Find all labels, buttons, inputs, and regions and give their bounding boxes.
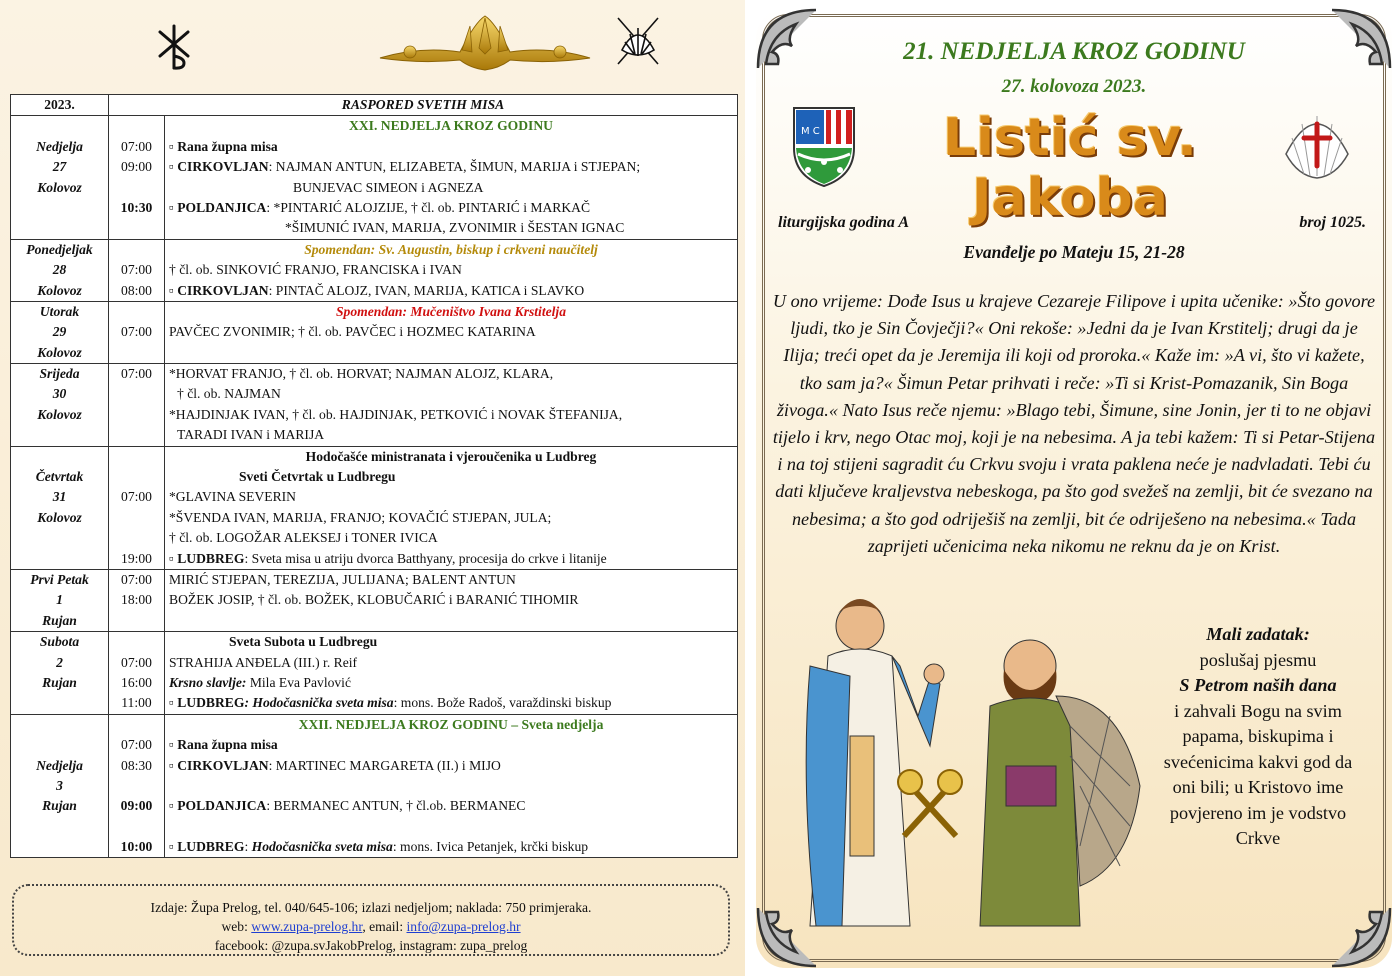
day-month: Rujan [42,612,77,628]
bullet: ▫ [169,282,178,298]
day-number: 30 [52,386,67,402]
mass-time: 08:00 [121,282,152,298]
location-name: LUDBREG [177,695,245,711]
table-row [11,301,738,363]
year-header: 2023. [11,95,109,116]
intention-text: † čl. ob. NAJMAN [177,386,281,402]
mass-time: 07:00 [121,489,152,505]
mass-schedule-table [10,94,738,858]
day-number: 28 [52,262,67,278]
day-cell [11,364,109,447]
intentions-cell [165,301,738,363]
mass-time: 10:00 [120,839,153,855]
day-name: Srijeda [39,366,80,382]
bullet: ▫ [169,138,178,154]
table-row [11,714,738,858]
crest-letters: M C [801,126,820,137]
intentions-cell [165,446,738,569]
parish-crest-icon [790,104,858,188]
bullet: ▫ [169,737,178,753]
times-cell [109,301,165,363]
intention-text: : mons. Bože Radoš, varaždinski biskup [393,695,612,711]
times-cell [109,364,165,447]
times-cell [109,570,165,632]
sunday-title: 21. NEDJELJA KROZ GODINU [903,38,1245,65]
mass-time: 09:00 [121,159,152,175]
day-cell [11,632,109,715]
mass-label: Rana župna misa [177,737,278,753]
bullet: ▫ [169,798,178,814]
schedule-header: RASPORED SVETIH MISA [109,95,738,116]
day-month: Kolovoz [37,509,82,525]
day-name: Subota [39,634,80,650]
intention-text: : Sveta misa u atriju dvorca Batthyany, procesija do crkve i litanije [244,550,607,566]
feast-title: XXI. NEDJELJA KROZ GODINU [349,118,553,134]
intention-text: *GLAVINA SEVERIN [169,489,297,505]
location-name: LUDBREG [177,839,245,855]
day-number: 1 [56,592,63,608]
intentions-cell [165,714,738,858]
intention-text: : [244,839,252,855]
publisher-footer [12,884,730,956]
social-line: facebook: @zupa.svJakobPrelog, instagram: zupa_prelog [214,938,528,953]
location-name: CIRKOVLJAN [177,757,269,773]
location-name: POLDANJICA [177,199,267,215]
table-row [11,446,738,569]
intention-text: : NAJMAN ANTUN, ELIZABETA, ŠIMUN, MARIJA i STJEPAN; [268,159,641,175]
bullet: ▫ [169,839,178,855]
table-row [11,632,738,715]
intentions-cell [165,239,738,301]
table-header-row [11,95,738,116]
intentions-cell [165,364,738,447]
intention-text: TARADI IVAN i MARIJA [177,427,325,443]
bullet: ▫ [169,550,178,566]
small-task-box [1160,622,1356,852]
issue-date: 27. kolovoza 2023. [1001,76,1147,97]
task-line: poslušaj pjesmu [1199,649,1317,670]
event-title: Hodočašće ministranata i vjeroučenika u Ludbreg [305,448,597,464]
intention-text: *ŠIMUNIĆ IVAN, MARIJA, ZVONIMIR i ŠESTAN IGNAC [285,220,625,236]
mass-time: 07:00 [121,572,152,587]
bullet: ▫ [169,757,178,773]
intention-text: : mons. Ivica Petanjek, krčki biskup [392,839,589,855]
task-text: i zahvali Bogu na svim papama, biskupima i svećenicima kakvi god da oni bili; u Kristovo ime povjereno im je vodstvo Crkve [1163,700,1353,848]
mass-time: 16:00 [121,674,152,690]
mass-time: 07:00 [121,324,152,340]
email-label: , email: [362,919,407,934]
day-cell [11,446,109,569]
scallop-shell-swords-icon [612,14,664,70]
day-month: Kolovoz [37,179,82,195]
mass-time: 07:00 [121,654,152,670]
feast-title: Spomendan: Sv. Augustin, biskup i crkveni naučitelj [304,241,598,257]
contact-line [14,917,728,936]
intention-text: *HAJDINJAK IVAN, † čl. ob. HAJDINJAK, PETKOVIĆ i NOVAK ŠTEFANIJA, [169,406,623,422]
keys-icon [898,770,962,836]
scallop-shell-cross-icon [1278,104,1356,184]
intention-text: : BERMANEC ANTUN, † čl.ob. BERMANEC [266,798,526,814]
event-title: Sveta Subota u Ludbregu [229,634,378,650]
table-row [11,239,738,301]
mass-time: 19:00 [121,550,152,566]
website-link[interactable]: www.zupa-prelog.hr [251,919,363,934]
jesus-and-peter-illustration-icon [780,586,1160,956]
day-cell [11,570,109,632]
mass-label: Hodočasnička sveta misa [251,839,393,855]
intention-text: † čl. ob. SINKOVIĆ FRANJO, FRANCISKA i IVAN [169,262,462,278]
mass-time: 07:00 [121,737,152,753]
day-name: Nedjelja [36,757,83,773]
mass-time: 11:00 [121,695,152,711]
times-cell [109,446,165,569]
mass-label: Rana župna misa [177,138,278,154]
song-title: S Petrom naših dana [1179,675,1337,695]
day-cell [11,301,109,363]
day-month: Rujan [42,674,77,690]
bullet: ▫ [169,159,178,175]
chi-rho-icon [152,22,196,72]
intentions-cell [165,632,738,715]
table-row [11,364,738,447]
mass-time: 10:30 [120,199,153,215]
day-month: Kolovoz [37,344,82,360]
day-number: 27 [52,159,67,175]
intention-text: † čl. ob. LOGOŽAR ALEKSEJ i TONER IVICA [169,530,438,546]
day-number: 29 [52,324,67,340]
web-label: web: [221,919,252,934]
day-number: 31 [52,489,67,505]
day-month: Kolovoz [37,282,82,298]
intention-text: : PINTAČ ALOJZ, IVAN, MARIJA, KATICA i SLAVKO [268,282,585,298]
day-name: Ponedjeljak [26,241,93,257]
gold-ornament-icon [370,6,600,76]
publisher-info: Izdaje: Župa Prelog, tel. 040/645-106; izlazi nedjeljom; naklada: 750 primjeraka. [150,900,592,915]
day-name: Utorak [39,303,80,319]
intention-text: MIRIĆ STJEPAN, TEREZIJA, JULIJANA; BALENT ANTUN [169,572,516,587]
intention-text: *ŠVENDA IVAN, MARIJA, FRANJO; KOVAČIĆ STJEPAN, JULA; [169,509,552,525]
day-cell [11,239,109,301]
baptism-label: Krsno slavlje: [169,674,247,690]
table-row [11,570,738,632]
corner-flourish-icon [1326,902,1396,972]
day-name: Prvi Petak [30,572,89,587]
times-cell [109,632,165,715]
day-name: Nedjelja [36,138,83,154]
intention-text: : *PINTARIĆ ALOJZIJE, † čl. ob. PINTARIĆ i MARKAČ [266,199,591,215]
bullet: ▫ [169,695,178,711]
gospel-reference: Evanđelje po Mateju 15, 21-28 [963,242,1185,262]
mass-time: 07:00 [121,366,152,382]
event-title: Sveti Četvrtak u Ludbregu [239,469,396,485]
intention-text: *HORVAT FRANJO, † čl. ob. HORVAT; NAJMAN ALOJZ, KLARA, [169,366,554,382]
liturgical-year: liturgijska godina A [778,214,909,231]
feast-title: XXII. NEDJELJA KROZ GODINU – Sveta nedjelja [298,716,604,732]
gospel-reading: U ono vrijeme: Dođe Isus u krajeve Cezareje Filipove i upita učenike: »Što govore ljudi, tko je Sin Čovječji?« Oni rekoše: »Jedni da je Ivan Krstitelj; drugi da je Ilija; treći opet da je Jeremija ili koji od proroka.« Kaže im: »A vi, što vi kažete, tko sam ja?« Šimun Petar prihvati i reče: »Ti si Krist-Pomazanik, Sin Boga živoga.« Nato Isus reče njemu: »Blago tebi, Šimune, sine Jonin, jer ti to ne objavi tijelo i krv, nego Otac moj, koji je na nebesima. A ja tebi kažem: Ti si Petar-Stijena i na toj stijeni sagradit ću Crkvu svoju i vrata paklena neće je nadvladati. Tebi ću dati ključeve kraljevstva nebeskoga, pa što god svežeš na zemlji, bit će svezano na nebesima; a što god odriješiš na zemlji, bit će odriješeno na nebesima.« Tada zaprijeti učenicima neka nikomu ne reknu da je on Krist. [772,291,1376,556]
email-link[interactable]: info@zupa-prelog.hr [406,919,521,934]
times-cell [109,239,165,301]
location-name: CIRKOVLJAN [177,159,269,175]
location-name: POLDANJICA [177,798,267,814]
intention-text: : MARTINEC MARGARETA (II.) i MIJO [268,757,501,773]
mass-label: : Hodočasnička sveta misa [244,695,394,711]
mass-time: 08:30 [121,757,152,773]
newsletter-masthead: Listić sv. Jakoba [943,108,1197,228]
feast-title: Spomendan: Mučeništvo Ivana Krstitelja [336,303,566,319]
day-number: 3 [56,777,63,793]
mass-time: 09:00 [120,798,153,814]
mass-time: 07:00 [121,138,152,154]
mass-time: 18:00 [121,592,152,608]
intention-text: PAVČEC ZVONIMIR; † čl. ob. PAVČEC i HOZMEC KATARINA [169,324,536,340]
bullet: ▫ [169,199,178,215]
day-month: Kolovoz [37,406,82,422]
times-cell [109,714,165,858]
intentions-cell [165,116,738,239]
day-cell [11,116,109,239]
peter-figure-icon [980,640,1140,926]
intentions-cell [165,570,738,632]
location-name: CIRKOVLJAN [177,282,269,298]
day-cell [11,714,109,858]
day-name: Četvrtak [35,469,84,485]
intention-text: BUNJEVAC SIMEON i AGNEZA [293,179,484,195]
day-month: Rujan [42,798,77,814]
intention-text: BOŽEK JOSIP, † čl. ob. BOŽEK, KLOBUČARIĆ i BARANIĆ TIHOMIR [169,592,579,608]
times-cell [109,116,165,239]
intention-text: Mila Eva Pavlović [246,674,351,690]
issue-number: broj 1025. [1299,214,1366,231]
table-row [11,116,738,239]
intention-text: STRAHIJA ANĐELA (III.) r. Reif [169,654,358,670]
location-name: LUDBREG [177,550,245,566]
task-title: Mali zadatak: [1206,624,1310,644]
mass-time: 07:00 [121,262,152,278]
day-number: 2 [56,654,63,670]
jesus-figure-icon [806,599,944,926]
